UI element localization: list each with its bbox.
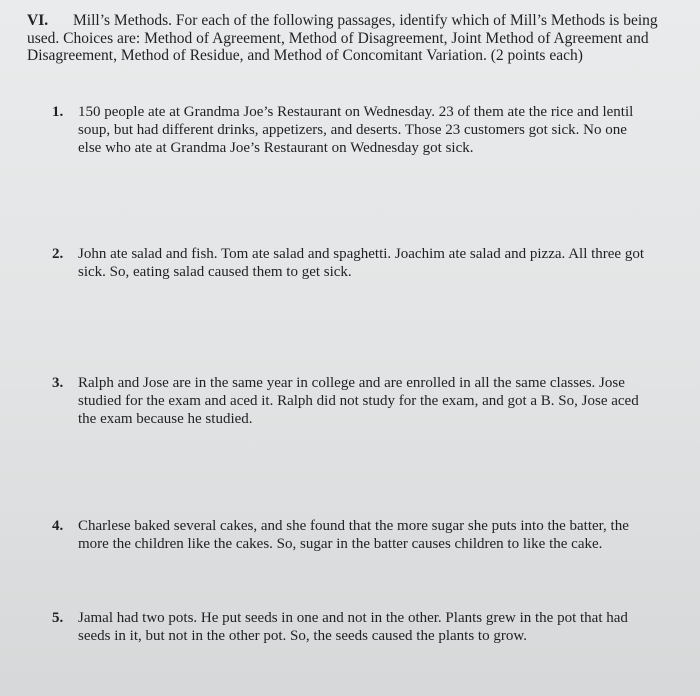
question-number: 5. [52, 610, 64, 626]
question-item-4 [52, 517, 652, 553]
question-number: 2. [52, 246, 64, 262]
question-text: John ate salad and fish. Tom ate salad and spaghetti. Joachim ate salad and pizza. All three got sick. So, eating salad caused them to get sick. [78, 246, 645, 280]
question-text: Jamal had two pots. He put seeds in one and not in the other. Plants grew in the pot that had seeds in it, but not in the other pot. So, the seeds caused the plants to grow. [78, 610, 628, 644]
section-header [27, 12, 667, 65]
question-text: Charlese baked several cakes, and she found that the more sugar she puts into the batter, the more the children like the cakes. So, sugar in the batter causes children to like the cake. [78, 518, 629, 552]
question-item-2 [52, 245, 652, 281]
section-instructions: Mill’s Methods. For each of the following passages, identify which of Mill’s Methods is being used. Choices are: Method of Agreement, Method of Disagreement, Joint Method of Agreement and Disagreement, Method of Residue, and Method of Concomitant Variation. (2 points each) [27, 12, 658, 64]
question-item-1 [52, 103, 652, 157]
question-text: Ralph and Jose are in the same year in college and are enrolled in all the same classes. Jose studied for the exam and aced it. Ralph did not study for the exam, and got a B. So, Jose aced the exam because he studied. [78, 375, 639, 427]
question-item-5 [52, 609, 652, 645]
question-number: 3. [52, 375, 64, 391]
question-number: 4. [52, 518, 64, 534]
question-text: 150 people ate at Grandma Joe’s Restaurant on Wednesday. 23 of them ate the rice and lentil soup, but had different drinks, appetizers, and deserts. Those 23 customers got sick. No one else who ate at Grandma Joe’s Restaurant on Wednesday got sick. [78, 104, 634, 156]
section-number: VI. [27, 12, 49, 29]
question-item-3 [52, 374, 652, 428]
question-number: 1. [52, 104, 64, 120]
